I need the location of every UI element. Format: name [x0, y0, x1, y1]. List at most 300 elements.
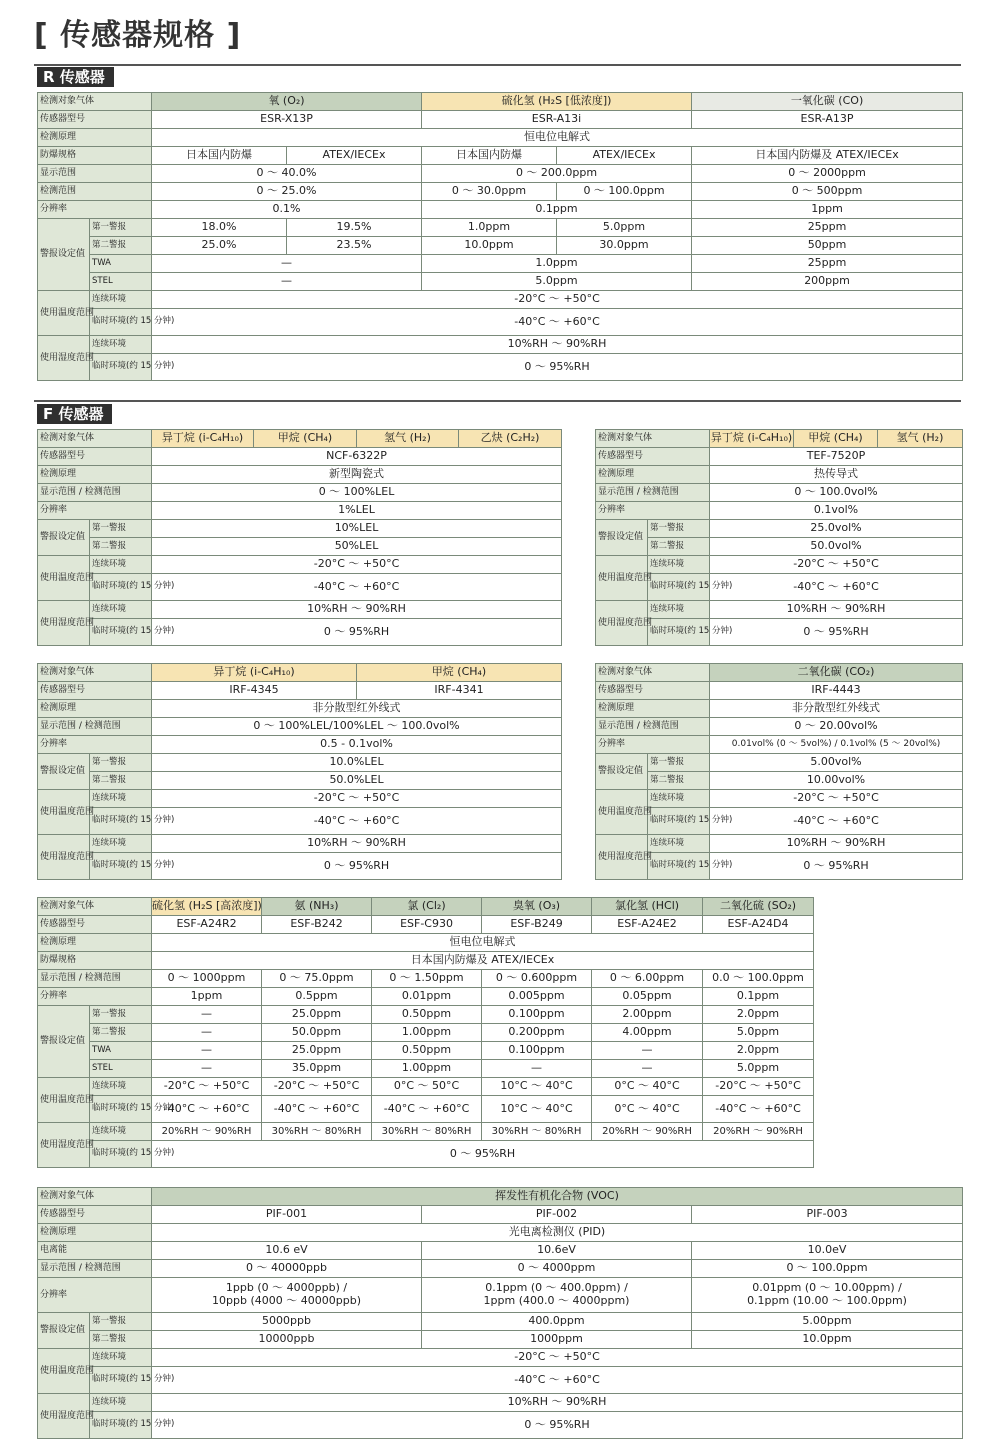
label: 使用湿度范围: [38, 1394, 90, 1439]
cell: 5.00vol%: [710, 754, 963, 772]
cell: 50.0vol%: [710, 538, 963, 556]
section-badge-f: F 传感器: [37, 404, 112, 424]
cell: 25.0%: [152, 237, 287, 255]
cell: 10%RH ～ 90%RH: [710, 835, 963, 853]
cell: 新型陶瓷式: [152, 466, 562, 484]
table-row: [38, 1242, 963, 1260]
cell: 25.0ppm: [262, 1006, 372, 1024]
table-row: [38, 336, 963, 354]
label: 连续环境: [648, 790, 710, 808]
table-row: [38, 1096, 814, 1123]
cell-line: 0.01ppm (0 ～ 10.00ppm) /: [752, 1281, 902, 1295]
label: 第一警报: [90, 754, 152, 772]
label: TWA: [90, 255, 152, 273]
cell: 0 ～ 40.0%: [152, 165, 422, 183]
label: 连续环境: [90, 601, 152, 619]
label: 连续环境: [648, 556, 710, 574]
label: 检测原理: [596, 700, 710, 718]
label: 检测范围: [38, 183, 152, 201]
cell: ESF-A24D4: [703, 916, 814, 934]
cell: 0 ～ 2000ppm: [692, 165, 963, 183]
cell: 25ppm: [692, 219, 963, 237]
cell: 0 ～ 500ppm: [692, 183, 963, 201]
gas-header: 挥发性有机化合物 (VOC): [152, 1188, 963, 1206]
cell: —: [592, 1060, 703, 1078]
cell: -20°C ～ +50°C: [152, 790, 562, 808]
f-sensor-table-irf: [37, 663, 562, 880]
cell: 10.6 eV: [152, 1242, 422, 1260]
cell: -40°C ～ +60°C: [262, 1096, 372, 1123]
label: 临时环境(约 15 分钟): [90, 1141, 152, 1168]
f-sensor-table-co2: [595, 663, 963, 880]
cell: —: [152, 255, 422, 273]
cell: 日本国内防爆: [422, 147, 557, 165]
label: 检测原理: [38, 1224, 152, 1242]
label: 连续环境: [90, 1123, 152, 1141]
table-row: [38, 1206, 963, 1224]
label: 检测对象气体: [38, 1188, 152, 1206]
cell: 0.1ppm: [703, 988, 814, 1006]
label: 连续环境: [648, 835, 710, 853]
cell: 0.05ppm: [592, 988, 703, 1006]
cell: PIF-002: [422, 1206, 692, 1224]
cell: 0°C ～ 50°C: [372, 1078, 482, 1096]
cell: -40°C ～ +60°C: [710, 808, 963, 835]
cell: 35.0ppm: [262, 1060, 372, 1078]
label: 使用温度范围: [38, 291, 90, 336]
cell-line: 0.1ppm (10.00 ～ 100.0ppm): [747, 1294, 907, 1307]
cell: -40°C ～ +60°C: [152, 1367, 963, 1394]
page-title: [ 传感器规格 ]: [34, 18, 242, 53]
cell: 0 ～ 1000ppm: [152, 970, 262, 988]
table-row: [38, 484, 562, 502]
cell: 2.0ppm: [703, 1006, 814, 1024]
cell: 30.0ppm: [557, 237, 692, 255]
label: 连续环境: [90, 835, 152, 853]
cell: IRF-4443: [710, 682, 963, 700]
cell: —: [152, 1060, 262, 1078]
table-row: [38, 1313, 963, 1331]
gas-header: 氧 (O₂): [152, 93, 422, 111]
table-row: [38, 619, 562, 646]
table-row: [38, 718, 562, 736]
cell: 50.0%LEL: [152, 772, 562, 790]
cell: —: [152, 1006, 262, 1024]
cell: 0 ～ 95%RH: [152, 619, 562, 646]
cell: ESF-C930: [372, 916, 482, 934]
cell: 0 ～ 75.0ppm: [262, 970, 372, 988]
label: 检测原理: [38, 466, 152, 484]
cell: 10.0ppm: [692, 1331, 963, 1349]
cell: 1ppm: [692, 201, 963, 219]
cell: 0.1ppm: [422, 201, 692, 219]
table-row: [596, 484, 963, 502]
cell: 0 ～ 95%RH: [710, 853, 963, 880]
label: 使用温度范围: [38, 556, 90, 601]
cell: 1000ppm: [422, 1331, 692, 1349]
cell: -20°C ～ +50°C: [152, 556, 562, 574]
cell: PIF-003: [692, 1206, 963, 1224]
label: 临时环境(约 15 分钟): [90, 619, 152, 646]
cell: 日本国内防爆及 ATEX/IECEx: [152, 952, 814, 970]
cell-line: 0.1ppm (0 ～ 400.0ppm) /: [485, 1281, 628, 1295]
cell: 2.00ppm: [592, 1006, 703, 1024]
label: 第二警报: [90, 772, 152, 790]
label: 显示范围 / 检测范围: [38, 484, 152, 502]
cell: 0 ～ 95%RH: [152, 354, 963, 381]
cell: ESR-A13P: [692, 111, 963, 129]
cell: 10.00vol%: [710, 772, 963, 790]
cell: ESR-X13P: [152, 111, 422, 129]
table-row: [38, 1024, 814, 1042]
label: 连续环境: [90, 1349, 152, 1367]
cell: 10.0ppm: [422, 237, 557, 255]
label: 使用湿度范围: [596, 835, 648, 880]
cell: 0 ～ 30.0ppm: [422, 183, 557, 201]
cell: ESF-A24R2: [152, 916, 262, 934]
cell: 20%RH ～ 90%RH: [703, 1123, 814, 1141]
table-row: [38, 1188, 963, 1206]
table-row: [596, 772, 963, 790]
cell: 50%LEL: [152, 538, 562, 556]
f-sensor-table-ncf: [37, 429, 562, 646]
label: 使用湿度范围: [38, 336, 90, 381]
table-row: [38, 1078, 814, 1096]
cell: 10%LEL: [152, 520, 562, 538]
cell: 18.0%: [152, 219, 287, 237]
section-badge-r: R 传感器: [37, 67, 114, 87]
cell: TEF-7520P: [710, 448, 963, 466]
label: 传感器型号: [38, 682, 152, 700]
table-row: [38, 291, 963, 309]
cell: 0°C ～ 40°C: [592, 1096, 703, 1123]
cell: 20%RH ～ 90%RH: [592, 1123, 703, 1141]
gas-header: 氯 (Cl₂): [372, 898, 482, 916]
gas-header: 硫化氢 (H₂S [高浓度]): [152, 898, 262, 916]
label: 分辨率: [596, 502, 710, 520]
label: 临时环境(约 15 分钟): [648, 619, 710, 646]
cell: 1.00ppm: [372, 1060, 482, 1078]
label: 使用温度范围: [596, 556, 648, 601]
cell: 0°C ～ 40°C: [592, 1078, 703, 1096]
cell: 0 ～ 100%LEL: [152, 484, 562, 502]
label: 显示范围 / 检测范围: [38, 970, 152, 988]
cell: 30%RH ～ 80%RH: [262, 1123, 372, 1141]
cell: 0 ～ 200.0ppm: [422, 165, 692, 183]
table-row: [596, 466, 963, 484]
table-row: [38, 556, 562, 574]
gas-header: 氢气 (H₂): [357, 430, 459, 448]
label: 检测原理: [596, 466, 710, 484]
cell: 非分散型红外线式: [152, 700, 562, 718]
cell: -20°C ～ +50°C: [262, 1078, 372, 1096]
f-sensor-table-tef: [595, 429, 963, 646]
cell: —: [152, 1042, 262, 1060]
label: 临时环境(约 15 分钟): [90, 354, 152, 381]
label: 检测原理: [38, 129, 152, 147]
cell: 0.5ppm: [262, 988, 372, 1006]
label: 第二警报: [648, 538, 710, 556]
cell: 0.50ppm: [372, 1042, 482, 1060]
label: 使用湿度范围: [38, 835, 90, 880]
cell: -20°C ～ +50°C: [152, 1349, 963, 1367]
table-row: [38, 309, 963, 336]
table-row: [38, 538, 562, 556]
table-row: [38, 255, 963, 273]
table-row: [38, 237, 963, 255]
cell: 30%RH ～ 80%RH: [482, 1123, 592, 1141]
cell: -40°C ～ +60°C: [152, 574, 562, 601]
cell: 0.5 - 0.1vol%: [152, 736, 562, 754]
label: 第二警报: [90, 237, 152, 255]
cell: 10.6eV: [422, 1242, 692, 1260]
cell: [692, 1278, 963, 1313]
label: 分辨率: [38, 988, 152, 1006]
gas-header: 乙炔 (C₂H₂): [459, 430, 562, 448]
cell: ESF-B249: [482, 916, 592, 934]
label: 警报设定值: [38, 1006, 90, 1078]
table-row: [38, 1141, 814, 1168]
cell: 5.0ppm: [557, 219, 692, 237]
label: TWA: [90, 1042, 152, 1060]
label: 传感器型号: [38, 916, 152, 934]
label: 连续环境: [90, 556, 152, 574]
cell: NCF-6322P: [152, 448, 562, 466]
label: 使用温度范围: [596, 790, 648, 835]
table-row: [38, 700, 562, 718]
cell: -20°C ～ +50°C: [710, 556, 963, 574]
label: 连续环境: [90, 1394, 152, 1412]
cell: 0.01vol% (0 ～ 5vol%) / 0.1vol% (5 ～ 20vol%): [710, 736, 963, 754]
label: 传感器型号: [596, 682, 710, 700]
label: 警报设定值: [38, 754, 90, 790]
table-row: [596, 835, 963, 853]
label: 检测对象气体: [596, 664, 710, 682]
label: 第二警报: [90, 1331, 152, 1349]
cell: 10.0eV: [692, 1242, 963, 1260]
table-row: [38, 1349, 963, 1367]
cell: 0 ～ 95%RH: [152, 1141, 814, 1168]
cell: -20°C ～ +50°C: [703, 1078, 814, 1096]
label: 临时环境(约 15 分钟): [90, 574, 152, 601]
label: 传感器型号: [38, 448, 152, 466]
table-row: [596, 601, 963, 619]
cell: 19.5%: [287, 219, 422, 237]
table-row: [38, 1060, 814, 1078]
cell: [152, 1278, 422, 1313]
label: 显示范围 / 检测范围: [38, 718, 152, 736]
table-row: [38, 988, 814, 1006]
table-row: [38, 183, 963, 201]
cell: 1.00ppm: [372, 1024, 482, 1042]
cell: —: [482, 1060, 592, 1078]
f-sensor-table-pid: [37, 1187, 963, 1439]
cell: 0.1vol%: [710, 502, 963, 520]
cell: 25.0vol%: [710, 520, 963, 538]
cell: IRF-4341: [357, 682, 562, 700]
cell: 10%RH ～ 90%RH: [152, 1394, 963, 1412]
cell: 0 ～ 6.00ppm: [592, 970, 703, 988]
table-row: [38, 1394, 963, 1412]
table-row: [38, 466, 562, 484]
cell: 0 ～ 100.0ppm: [692, 1260, 963, 1278]
table-row: [38, 574, 562, 601]
label: 警报设定值: [596, 754, 648, 790]
cell: ESR-A13i: [422, 111, 692, 129]
table-row: [38, 682, 562, 700]
table-row: [38, 448, 562, 466]
cell: 10000ppb: [152, 1331, 422, 1349]
cell: 日本国内防爆及 ATEX/IECEx: [692, 147, 963, 165]
table-row: [38, 754, 562, 772]
cell: IRF-4345: [152, 682, 357, 700]
label: 连续环境: [90, 291, 152, 309]
table-row: [38, 165, 963, 183]
cell: 0.1%: [152, 201, 422, 219]
table-row: [38, 916, 814, 934]
cell: 50.0ppm: [262, 1024, 372, 1042]
table-row: [38, 201, 963, 219]
cell: 30%RH ～ 80%RH: [372, 1123, 482, 1141]
cell: —: [592, 1042, 703, 1060]
label: 临时环境(约 15 分钟): [90, 853, 152, 880]
gas-header: 硫化氢 (H₂S [低浓度]): [422, 93, 692, 111]
cell: 恒电位电解式: [152, 129, 963, 147]
label: 警报设定值: [38, 219, 90, 291]
cell: 10°C ～ 40°C: [482, 1078, 592, 1096]
table-row: [38, 520, 562, 538]
cell: 5.0ppm: [703, 1024, 814, 1042]
label: 临时环境(约 15 分钟): [648, 808, 710, 835]
table-row: [596, 682, 963, 700]
gas-header: 甲烷 (CH₄): [794, 430, 878, 448]
table-row: [38, 601, 562, 619]
table-row: [596, 664, 963, 682]
cell: 0.01ppm: [372, 988, 482, 1006]
cell: [422, 1278, 692, 1313]
table-row: [38, 430, 562, 448]
cell: 0.200ppm: [482, 1024, 592, 1042]
label: 第一警报: [648, 520, 710, 538]
table-row: [596, 448, 963, 466]
cell: 0.005ppm: [482, 988, 592, 1006]
cell: 4.00ppm: [592, 1024, 703, 1042]
label: 传感器型号: [38, 111, 152, 129]
table-row: [596, 538, 963, 556]
label: 检测对象气体: [38, 898, 152, 916]
table-row: [38, 354, 963, 381]
label: 临时环境(约 15 分钟): [648, 853, 710, 880]
cell-line: 1ppm (400.0 ～ 4000ppm): [483, 1294, 630, 1307]
label: 使用湿度范围: [38, 601, 90, 646]
label: 传感器型号: [596, 448, 710, 466]
gas-header: 一氧化碳 (CO): [692, 93, 963, 111]
label: 第一警报: [648, 754, 710, 772]
table-row: [596, 718, 963, 736]
table-row: [38, 790, 562, 808]
cell: 20%RH ～ 90%RH: [152, 1123, 262, 1141]
table-row: [38, 1278, 963, 1313]
label: 电离能: [38, 1242, 152, 1260]
label: 连续环境: [90, 790, 152, 808]
cell: 0 ～ 25.0%: [152, 183, 422, 201]
table-row: [38, 664, 562, 682]
table-row: [38, 273, 963, 291]
cell: —: [152, 273, 422, 291]
cell: 0 ～ 95%RH: [152, 1412, 963, 1439]
cell-line: 1ppb (0 ～ 4000ppb) /: [225, 1281, 348, 1295]
table-row: [38, 111, 963, 129]
label: 分辨率: [596, 736, 710, 754]
cell: 2.0ppm: [703, 1042, 814, 1060]
label: 连续环境: [90, 1078, 152, 1096]
label: 临时环境(约 15 分钟): [90, 1412, 152, 1439]
table-row: [38, 1224, 963, 1242]
cell: 1.0ppm: [422, 219, 557, 237]
label: 显示范围 / 检测范围: [596, 718, 710, 736]
cell: ESF-A24E2: [592, 916, 703, 934]
table-row: [38, 1123, 814, 1141]
cell: 0 ～ 100.0vol%: [710, 484, 963, 502]
table-row: [38, 736, 562, 754]
label: 第二警报: [90, 538, 152, 556]
gas-header: 甲烷 (CH₄): [357, 664, 562, 682]
table-row: [38, 934, 814, 952]
label: 临时环境(约 15 分钟): [90, 1367, 152, 1394]
r-sensor-table: [37, 92, 963, 381]
label: STEL: [90, 1060, 152, 1078]
label: 使用温度范围: [38, 1078, 90, 1123]
label: 警报设定值: [38, 520, 90, 556]
cell: —: [152, 1024, 262, 1042]
table-row: [596, 502, 963, 520]
label: STEL: [90, 273, 152, 291]
table-row: [38, 93, 963, 111]
cell: 400.0ppm: [422, 1313, 692, 1331]
table-row: [596, 430, 963, 448]
cell: 5.0ppm: [703, 1060, 814, 1078]
cell: 热传导式: [710, 466, 963, 484]
label: 警报设定值: [38, 1313, 90, 1349]
label: 分辨率: [38, 502, 152, 520]
cell: 0 ～ 0.600ppm: [482, 970, 592, 988]
label: 传感器型号: [38, 1206, 152, 1224]
gas-header: 氯化氢 (HCl): [592, 898, 703, 916]
table-row: [38, 1042, 814, 1060]
cell: 0 ～ 4000ppm: [422, 1260, 692, 1278]
gas-header: 二氧化碳 (CO₂): [710, 664, 963, 682]
cell: 23.5%: [287, 237, 422, 255]
cell: -20°C ～ +50°C: [152, 1078, 262, 1096]
cell: 日本国内防爆: [152, 147, 287, 165]
gas-header: 甲烷 (CH₄): [254, 430, 357, 448]
label: 分辨率: [38, 201, 152, 219]
cell: 0 ～ 40000ppb: [152, 1260, 422, 1278]
table-row: [38, 835, 562, 853]
label: 检测对象气体: [38, 93, 152, 111]
cell: 1ppm: [152, 988, 262, 1006]
table-row: [38, 1331, 963, 1349]
table-row: [38, 898, 814, 916]
table-row: [596, 520, 963, 538]
f-sensor-table-esf: [37, 897, 814, 1168]
label: 分辨率: [38, 1278, 152, 1313]
cell: -40°C ～ +60°C: [710, 574, 963, 601]
cell: 光电离检测仪 (PID): [152, 1224, 963, 1242]
label: 使用湿度范围: [38, 1123, 90, 1168]
gas-header: 臭氧 (O₃): [482, 898, 592, 916]
label: 临时环境(约 15 分钟): [90, 808, 152, 835]
